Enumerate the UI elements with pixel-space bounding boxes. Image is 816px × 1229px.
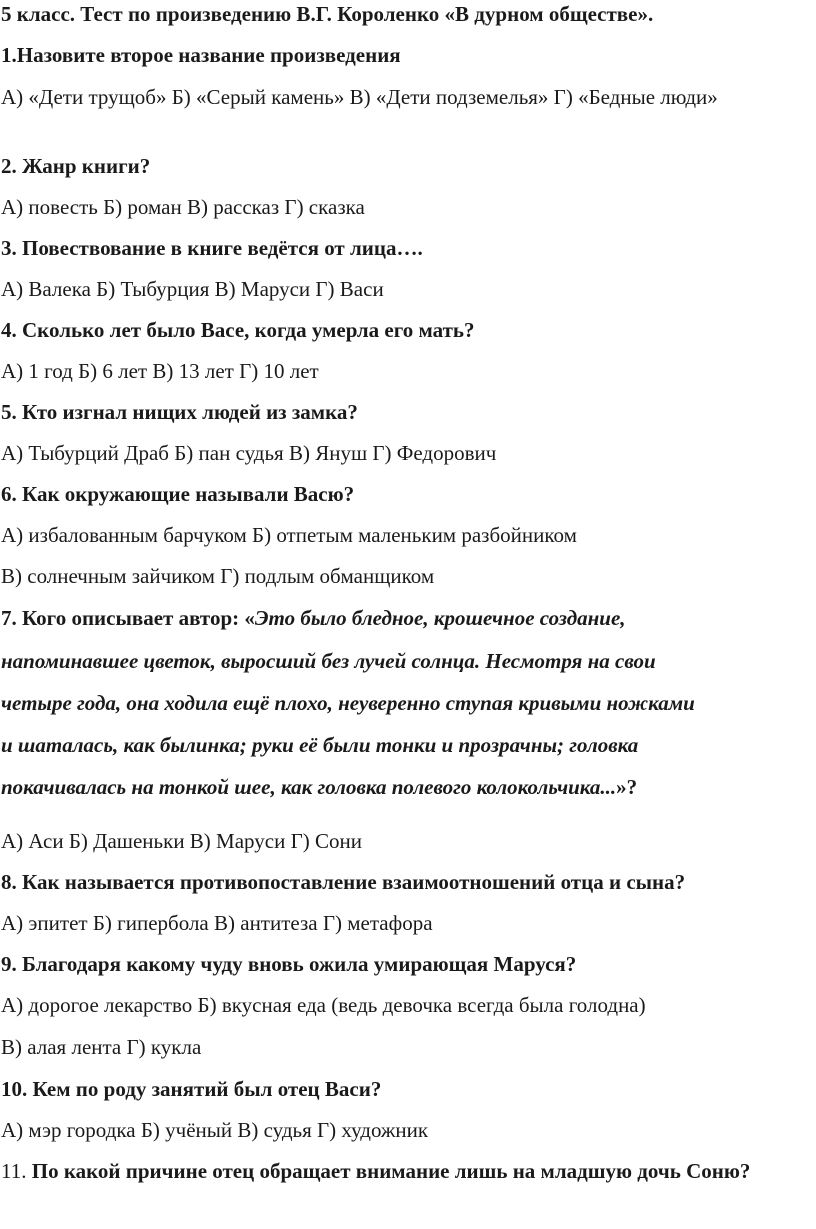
- question-10: 10. Кем по роду занятий был отец Васи?: [1, 1077, 382, 1101]
- answers-2: А) повесть Б) роман В) рассказ Г) сказка: [1, 195, 365, 219]
- answers-7: А) Аси Б) Дашеньки В) Маруси Г) Сони: [1, 829, 362, 853]
- question-2: 2. Жанр книги?: [1, 154, 151, 178]
- question-8: 8. Как называется противопоставление взаимоотношений отца и сына?: [1, 870, 686, 894]
- question-7-quote-4: и шаталась, как былинка; руки её были тонки и прозрачны; головка: [1, 733, 639, 757]
- answers-6-line-2: В) солнечным зайчиком Г) подлым обманщиком: [1, 564, 435, 588]
- question-9: 9. Благодаря какому чуду вновь ожила умирающая Маруся?: [1, 952, 577, 976]
- question-6: 6. Как окружающие называли Васю?: [1, 482, 355, 506]
- answers-9-line-1: А) дорогое лекарство Б) вкусная еда (ведь девочка всегда была голодна): [1, 993, 646, 1017]
- answers-9-line-2: В) алая лента Г) кукла: [1, 1035, 202, 1059]
- answers-3: А) Валека Б) Тыбурция В) Маруси Г) Васи: [1, 277, 384, 301]
- answers-1: А) «Дети трущоб» Б) «Серый камень» В) «Дети подземелья» Г) «Бедные люди»: [1, 85, 718, 109]
- answers-5: А) Тыбурций Драб Б) пан судья В) Януш Г) Федорович: [1, 441, 497, 465]
- question-5: 5. Кто изгнал нищих людей из замка?: [1, 400, 358, 424]
- question-7-quote-2: напоминавшее цветок, выросший без лучей солнца. Несмотря на свои: [1, 649, 656, 673]
- question-1: 1.Назовите второе название произведения: [1, 43, 401, 67]
- question-3: 3. Повествование в книге ведётся от лица….: [1, 236, 423, 260]
- document-title: 5 класс. Тест по произведению В.Г. Короленко «В дурном обществе».: [1, 2, 654, 26]
- answers-8: А) эпитет Б) гипербола В) антитеза Г) метафора: [1, 911, 433, 935]
- question-7-suffix: »?: [616, 775, 638, 799]
- answers-10: А) мэр городка Б) учёный В) судья Г) художник: [1, 1118, 429, 1142]
- question-7-prefix: 7. Кого описывает автор: «: [1, 606, 255, 630]
- answers-6-line-1: А) избалованным барчуком Б) отпетым маленьким разбойником: [1, 523, 577, 547]
- question-11: [1, 1158, 808, 1185]
- question-11-text: По какой причине отец обращает внимание лишь на младшую дочь Соню?: [31, 1159, 751, 1183]
- question-7-quote-3: четыре года, она ходила ещё плохо, неуверенно ступая кривыми ножками: [1, 691, 695, 715]
- question-7-line-1: [1, 605, 808, 632]
- question-7-quote-1: Это было бледное, крошечное создание,: [254, 606, 626, 630]
- question-11-number: 11.: [1, 1159, 32, 1183]
- question-7-quote-5: покачивалась на тонкой шее, как головка полевого колокольчика...: [1, 775, 617, 799]
- question-7-line-5: [1, 774, 808, 801]
- question-4: 4. Сколько лет было Васе, когда умерла его мать?: [1, 318, 475, 342]
- answers-4: А) 1 год Б) 6 лет В) 13 лет Г) 10 лет: [1, 359, 319, 383]
